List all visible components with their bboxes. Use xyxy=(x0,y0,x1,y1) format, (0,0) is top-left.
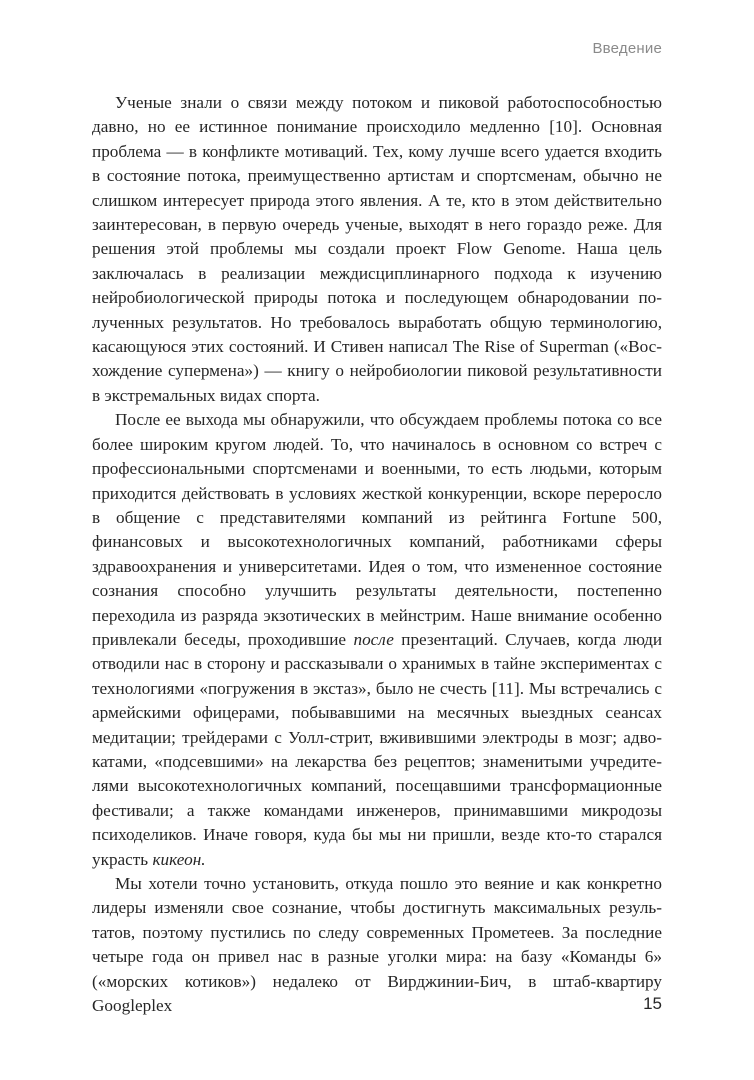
paragraph-1 xyxy=(92,91,662,408)
page-number: 15 xyxy=(643,994,662,1013)
paragraph-2-text-a: После ее выхода мы обнаружили, что обсуждаем проблемы потока со все более широким кругом людей. То, что начиналось в основном со встреч с профессиональными спортсменами и военными, то есть людьми, которым приходится действовать в условиях жесткой конкуренции, вскоре переросло в общение с представителями компаний из рейтинга Fortune 500, финансовых и высокотехнологичных компаний, работниками сферы здравоохранения и университетами. Идея о том, что измененное состояние сознания способно улучшить результаты деятельности, постепенно переходила из разряда экзотических в мейнстрим. Наше внимание особенно привлекали беседы, проходившие xyxy=(92,410,662,649)
running-head: Введение xyxy=(592,40,662,57)
body-text xyxy=(92,91,662,1018)
paragraph-2 xyxy=(92,408,662,872)
paragraph-2-text-b: презентаций. Случаев, когда люди отводили нас в сторону и рассказывали о хранимых в тайне экспериментах с технологиями «погружения в экстаз», было не счесть [11]. Мы встречались с армейскими офицерами, побывавшими на месячных выездных сеансах медитации; трейдерами с Уолл-стрит, вживившими электроды в мозг; адвокатами, «подсевшими» на лекарства без рецептов; знаменитыми учредителями высокотехнологичных компаний, посещавшими трансформационные фестивали; а также командами инженеров, принимавшими микродозы психоделиков. Иначе говоря, куда бы мы ни пришли, везде кто-то старался украсть xyxy=(92,629,663,869)
paragraph-2-emphasis-2: кикеон. xyxy=(152,849,206,869)
paragraph-1-text: Ученые знали о связи между потоком и пиковой работоспособностью давно, но ее истинное понимание происходило медленно [10]. Основная проблема — в конфликте мотиваций. Тех, кому лучше всего удается входить в состояние потока, преимущественно артистам и спортсменам, обычно не слишком интересует природа этого явления. А те, кто в этом действительно заинтересован, в первую очередь ученые, выходят в него гораздо реже. Для решения этой проблемы мы создали проект Flow Genome. Наша цель заключалась в реализации междисциплинарного подхода к изучению нейробиологической природы потока и последующем обнародовании полученных результатов. Но требовалось выработать общую терминологию, касающуюся этих состояний. И Стивен написал The Rise of Superman («Восхождение супермена») — книгу о нейробиологии пиковой результативности в экстремальных видах спорта. xyxy=(92,93,662,405)
paragraph-3-text: Мы хотели точно установить, откуда пошло это веяние и как конкретно лидеры изменяли свое сознание, чтобы достигнуть максимальных результатов, поэтому пустились по следу современных Прометеев. За последние четыре года он привел нас в разные уголки мира: на базу «Команды 6» («морских котиков») недалеко от Вирджинии-Бич, в штаб-квартиру Googleplex xyxy=(92,874,662,1016)
paragraph-3 xyxy=(92,872,662,1018)
paragraph-2-emphasis-1: после xyxy=(353,629,394,649)
